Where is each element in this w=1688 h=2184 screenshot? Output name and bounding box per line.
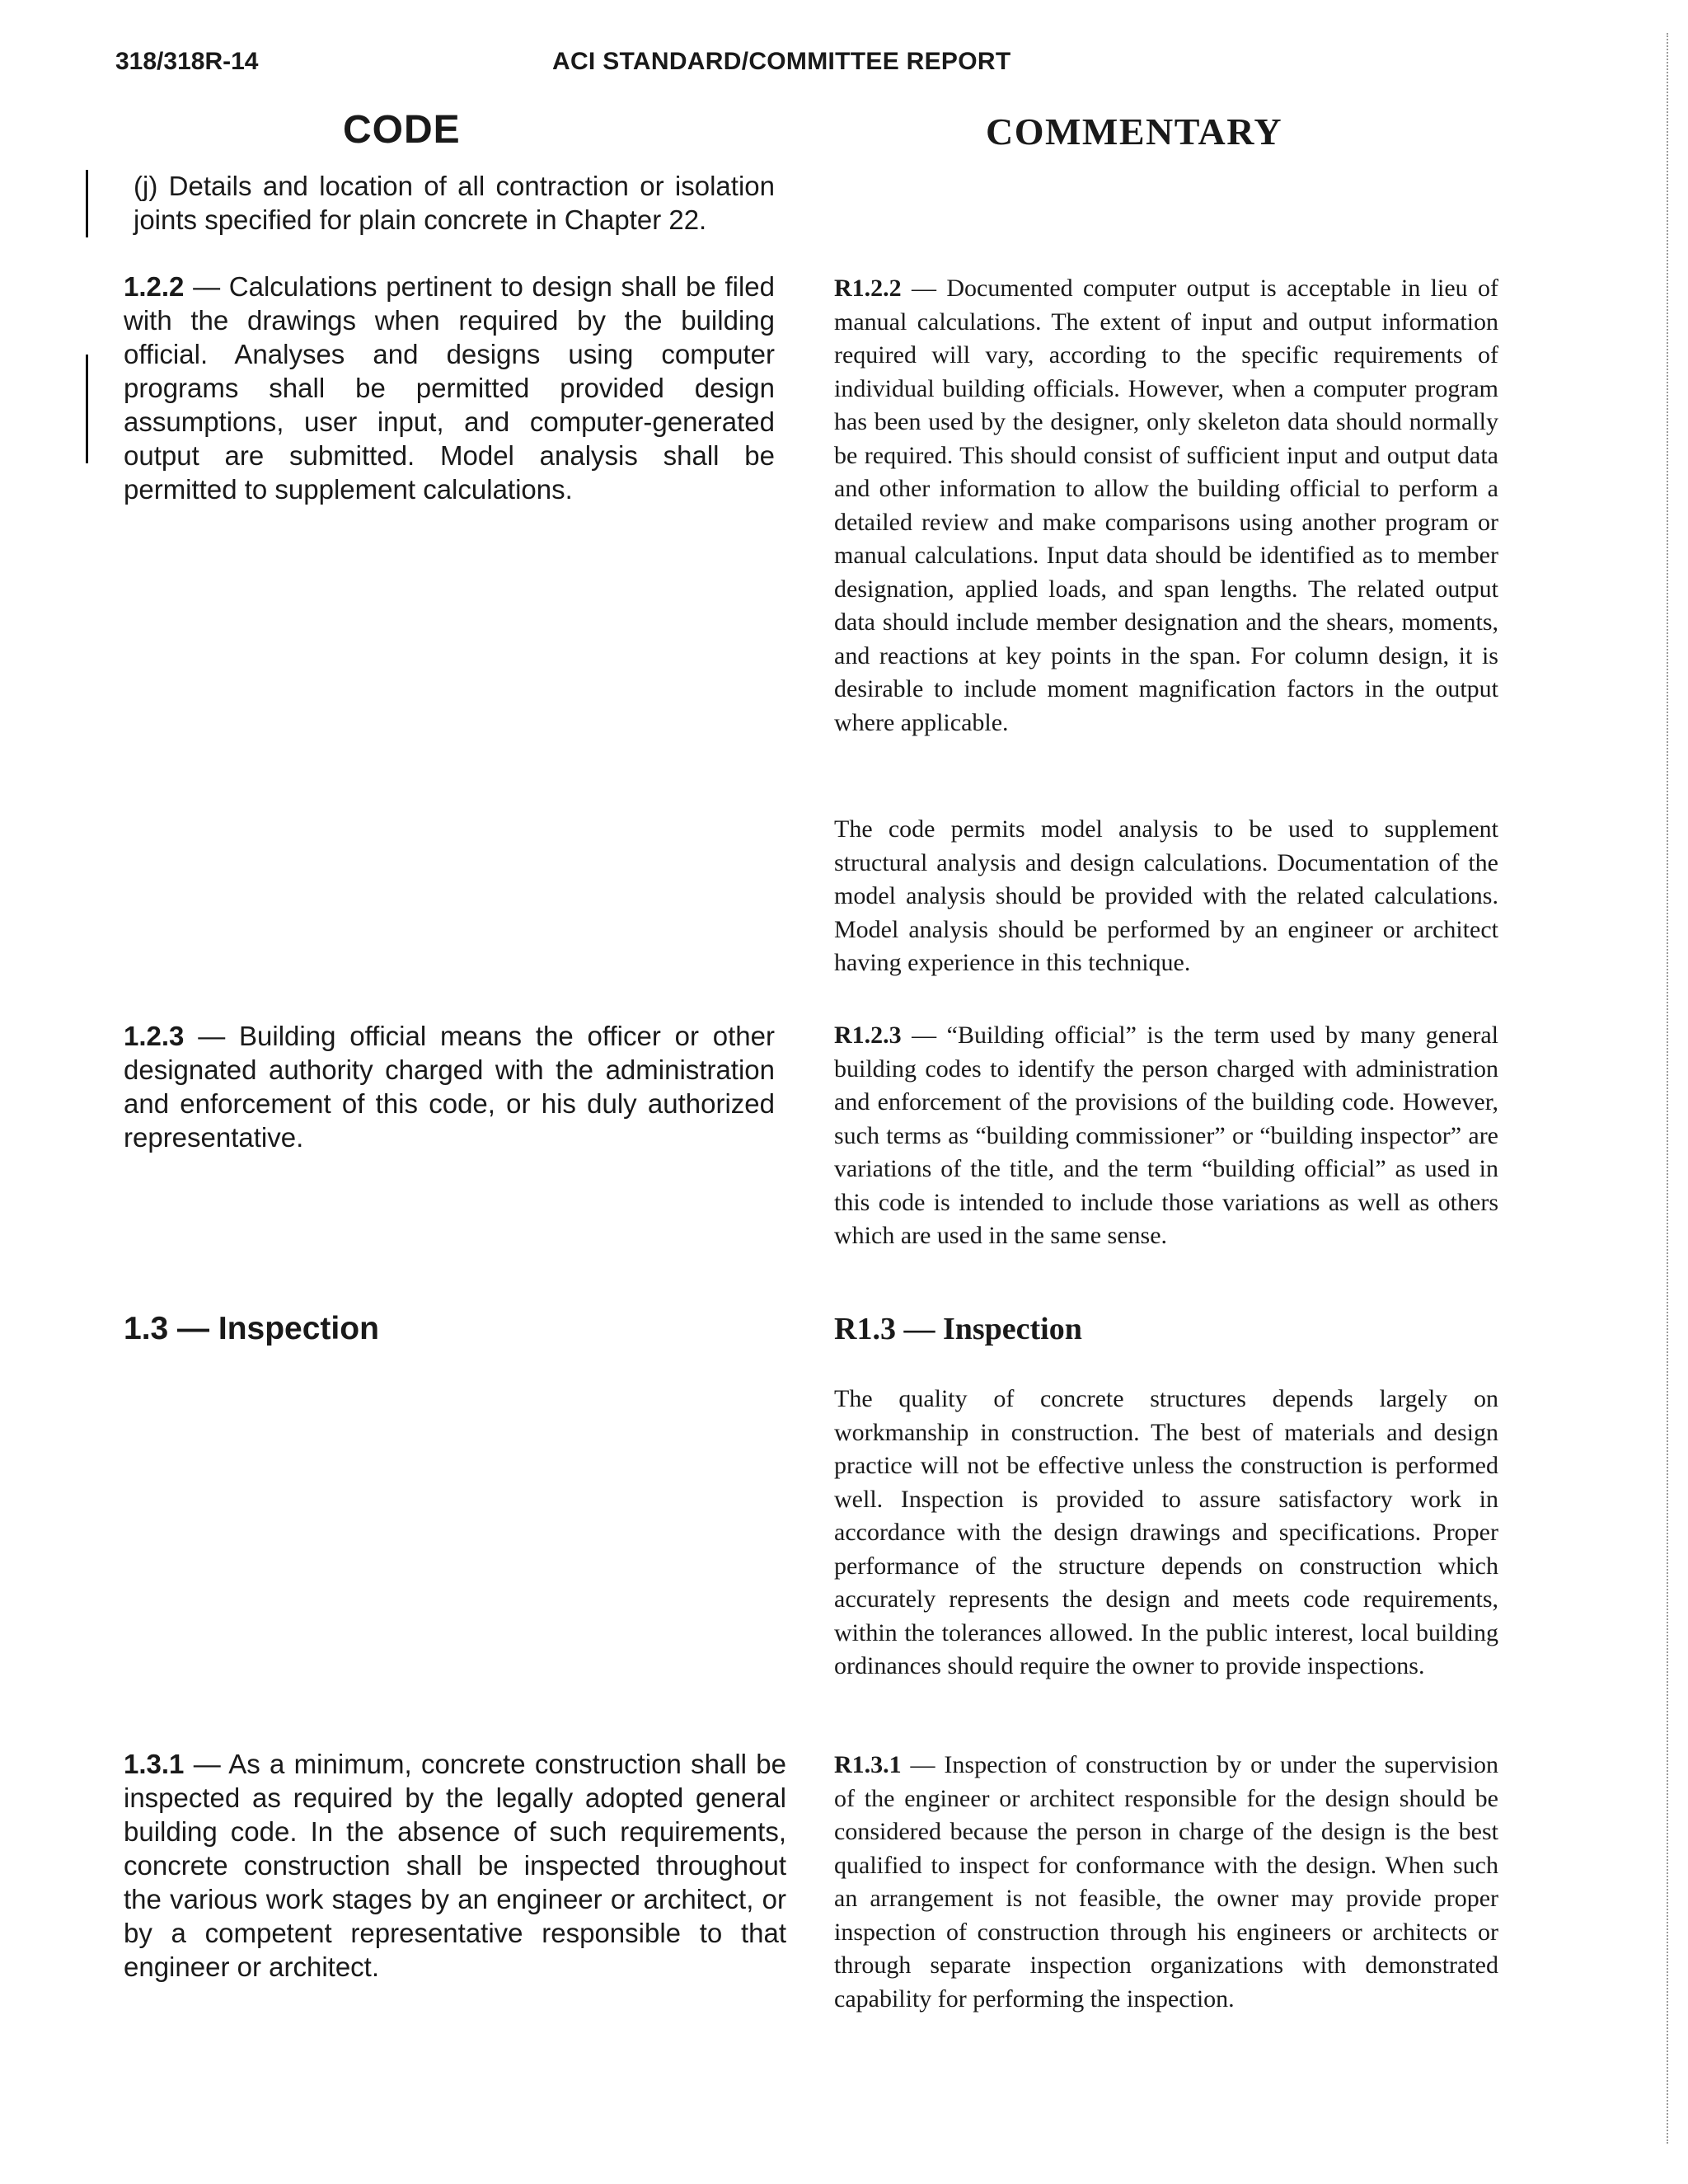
section-number: 1.2.3: [124, 1021, 185, 1051]
section-number: R1.3.1: [834, 1751, 902, 1778]
commentary-section-r1-2-3: [834, 1019, 1498, 1253]
scan-edge: [1667, 33, 1669, 2144]
code-section-1-2-3: [124, 1019, 775, 1154]
section-text: — Inspection of construction by or under the supervision of the engineer or architect responsible for the design should be considered because the person in charge of the design is the best qualified to inspect for conformance with the design. When such an arrangement is not feasible, the owner may provide proper inspection of construction through his engineers or architects or through separate inspection organizations with demonstrated capability for performing the inspection.: [834, 1751, 1498, 2013]
code-item-j: [134, 169, 775, 237]
commentary-column-heading: COMMENTARY: [986, 110, 1283, 153]
code-heading-inspection: 1.3 — Inspection: [124, 1311, 379, 1346]
section-text: — Building official means the officer or other designated authority charged with the administration and enforcement of this code, or his duly authorized representative.: [124, 1021, 775, 1153]
paragraph-text: The quality of concrete structures depends largely on workmanship in construction. The best of materials and design practice will not be effective unless the construction is performed well. Inspection is provided to assure satisfactory work in accordance with the design drawings and specifications. Proper performance of the structure depends on construction which accurately represents the design and meets code requirements, within the tolerances allowed. In the public interest, local building ordinances should require the owner to provide inspections.: [834, 1385, 1498, 1679]
code-column-heading: CODE: [343, 108, 461, 152]
section-text: — “Building official” is the term used by many general building codes to identify the person charged with administration and enforcement of the provisions of the building code. However, such terms as “building commissioner” or “building inspector” are variations of the title, and the term “building official” as used in this code is intended to include those variations as well as others which are used in the same sense.: [834, 1022, 1498, 1249]
commentary-section-r1-2-2: [834, 272, 1498, 740]
section-number: R1.2.3: [834, 1022, 902, 1049]
report-title: ACI STANDARD/COMMITTEE REPORT: [552, 48, 1011, 75]
commentary-r1-2-2-paragraph-2: [834, 813, 1498, 980]
commentary-section-r1-3-1: [834, 1749, 1498, 2016]
code-section-1-2-2: [124, 270, 775, 506]
paragraph-text: The code permits model analysis to be used to supplement structural analysis and design calculations. Documentation of the model analysis should be provided with the related calculations. Model analysis should be performed by an engineer or architect having experience in this technique.: [834, 815, 1498, 976]
commentary-heading-inspection: R1.3 — Inspection: [834, 1312, 1082, 1346]
code-section-1-3-1: [124, 1747, 786, 1984]
page-number: 318/318R-14: [115, 48, 259, 75]
change-bar: [86, 355, 88, 463]
change-bar: [86, 170, 88, 237]
section-text: — Calculations pertinent to design shall be filed with the drawings when required by the building official. Analyses and designs using computer programs shall be permitted provided design assumptions, user input, and computer-generated output are submitted. Model analysis shall be permitted to supplement calculations.: [124, 271, 775, 505]
section-number: 1.2.2: [124, 271, 185, 302]
section-number: 1.3.1: [124, 1749, 185, 1779]
commentary-inspection-paragraph: [834, 1383, 1498, 1684]
section-text: — Documented computer output is acceptable in lieu of manual calculations. The extent of input and output information required will vary, according to the specific requirements of individual building officials. However, when a computer program has been used by the designer, only skeleton data should normally be required. This should consist of sufficient input and output data and other information to allow the building official to perform a detailed review and make comparisons using another program or manual calculations. Input data should be identified as to member designation, applied loads, and span lengths. The related output data should include member designation and the shears, moments, and reactions at key points in the span. For column design, it is desirable to include moment magnification factors in the output where applicable.: [834, 275, 1498, 736]
section-text: — As a minimum, concrete construction shall be inspected as required by the legally adopted general building code. In the absence of such requirements, concrete construction shall be inspected throughout the various work stages by an engineer or architect, or by a competent representative responsible to that engineer or architect.: [124, 1749, 786, 1982]
section-number: R1.2.2: [834, 275, 902, 302]
code-item-j-text: (j) Details and location of all contraction or isolation joints specified for plain concrete in Chapter 22.: [134, 171, 775, 235]
page-header: [0, 48, 1688, 81]
